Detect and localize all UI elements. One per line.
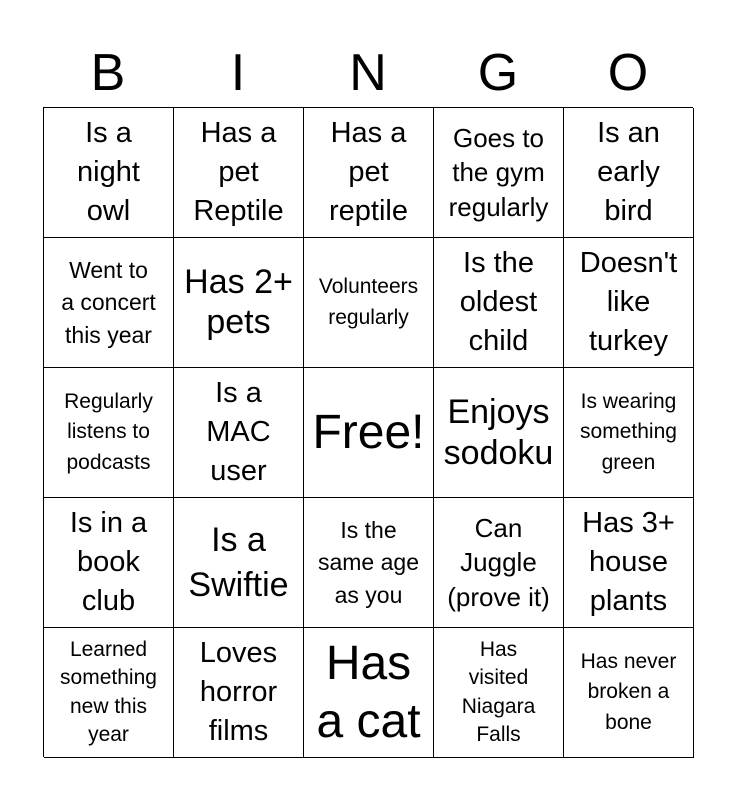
bingo-cell-r2-c0[interactable] xyxy=(44,368,174,498)
cell-label: Is an early bird xyxy=(597,116,660,228)
bingo-cell-r3-c4[interactable] xyxy=(564,498,694,628)
cell-label: Goes to the gym regularly xyxy=(448,123,549,222)
header-letter-i: I xyxy=(230,44,246,102)
bingo-cell-r1-c3[interactable] xyxy=(434,238,564,368)
cell-label: Can Juggle (prove it) xyxy=(447,513,550,612)
cell-label: Has a pet Reptile xyxy=(193,116,284,228)
bingo-cell-r4-c3[interactable] xyxy=(434,628,564,758)
cell-label: Loves horror films xyxy=(199,636,278,748)
bingo-cell-r3-c3[interactable] xyxy=(434,498,564,628)
bingo-cell-r1-c1[interactable] xyxy=(174,238,304,368)
header-letter-o: O xyxy=(607,44,649,102)
bingo-cell-r3-c0[interactable] xyxy=(44,498,174,628)
bingo-cell-r2-c4[interactable] xyxy=(564,368,694,498)
bingo-header xyxy=(43,40,693,106)
bingo-cell-r4-c4[interactable] xyxy=(564,628,694,758)
cell-label: Has a pet reptile xyxy=(329,116,408,228)
cell-label: Is the same age as you xyxy=(317,517,419,608)
cell-label: Went to a concert this year xyxy=(61,257,156,348)
free-space-label: Free! xyxy=(312,405,425,459)
cell-label: Is the oldest child xyxy=(459,246,538,358)
cell-label: Has never broken a bone xyxy=(580,649,677,734)
bingo-cell-r4-c0[interactable] xyxy=(44,628,174,758)
cell-label: Doesn't like turkey xyxy=(579,246,678,358)
cell-label: Has 2+ pets xyxy=(184,263,293,341)
bingo-cell-r3-c1[interactable] xyxy=(174,498,304,628)
header-letter-g: G xyxy=(477,44,519,102)
cell-label: Has a cat xyxy=(316,636,421,748)
bingo-cell-r4-c1[interactable] xyxy=(174,628,304,758)
cell-label: Is wearing something green xyxy=(580,389,677,474)
header-letter-n: N xyxy=(349,44,387,102)
bingo-cell-r0-c1[interactable] xyxy=(174,108,304,238)
cell-label: Is a Swiftie xyxy=(188,521,289,604)
bingo-cell-r0-c3[interactable] xyxy=(434,108,564,238)
cell-label: Volunteers regularly xyxy=(318,275,419,329)
bingo-board xyxy=(43,107,693,757)
bingo-cell-r2-c3[interactable] xyxy=(434,368,564,498)
cell-label: Is a night owl xyxy=(77,116,140,228)
cell-label: Learned something new this year xyxy=(60,637,157,746)
bingo-cell-r1-c2[interactable] xyxy=(304,238,434,368)
bingo-cell-r2-c1[interactable] xyxy=(174,368,304,498)
cell-label: Is a MAC user xyxy=(206,376,271,488)
cell-label: Has visited Niagara Falls xyxy=(461,637,536,746)
header-letter-b: B xyxy=(90,44,126,102)
cell-label: Regularly listens to podcasts xyxy=(64,389,153,474)
bingo-cell-r1-c4[interactable] xyxy=(564,238,694,368)
cell-label: Is in a book club xyxy=(69,506,148,618)
bingo-cell-free[interactable] xyxy=(304,368,434,498)
cell-label: Has 3+ house plants xyxy=(582,506,675,618)
bingo-cell-r0-c2[interactable] xyxy=(304,108,434,238)
bingo-cell-r4-c2[interactable] xyxy=(304,628,434,758)
bingo-cell-r0-c4[interactable] xyxy=(564,108,694,238)
bingo-cell-r1-c0[interactable] xyxy=(44,238,174,368)
bingo-cell-r0-c0[interactable] xyxy=(44,108,174,238)
cell-label: Enjoys sodoku xyxy=(443,392,554,472)
bingo-cell-r3-c2[interactable] xyxy=(304,498,434,628)
